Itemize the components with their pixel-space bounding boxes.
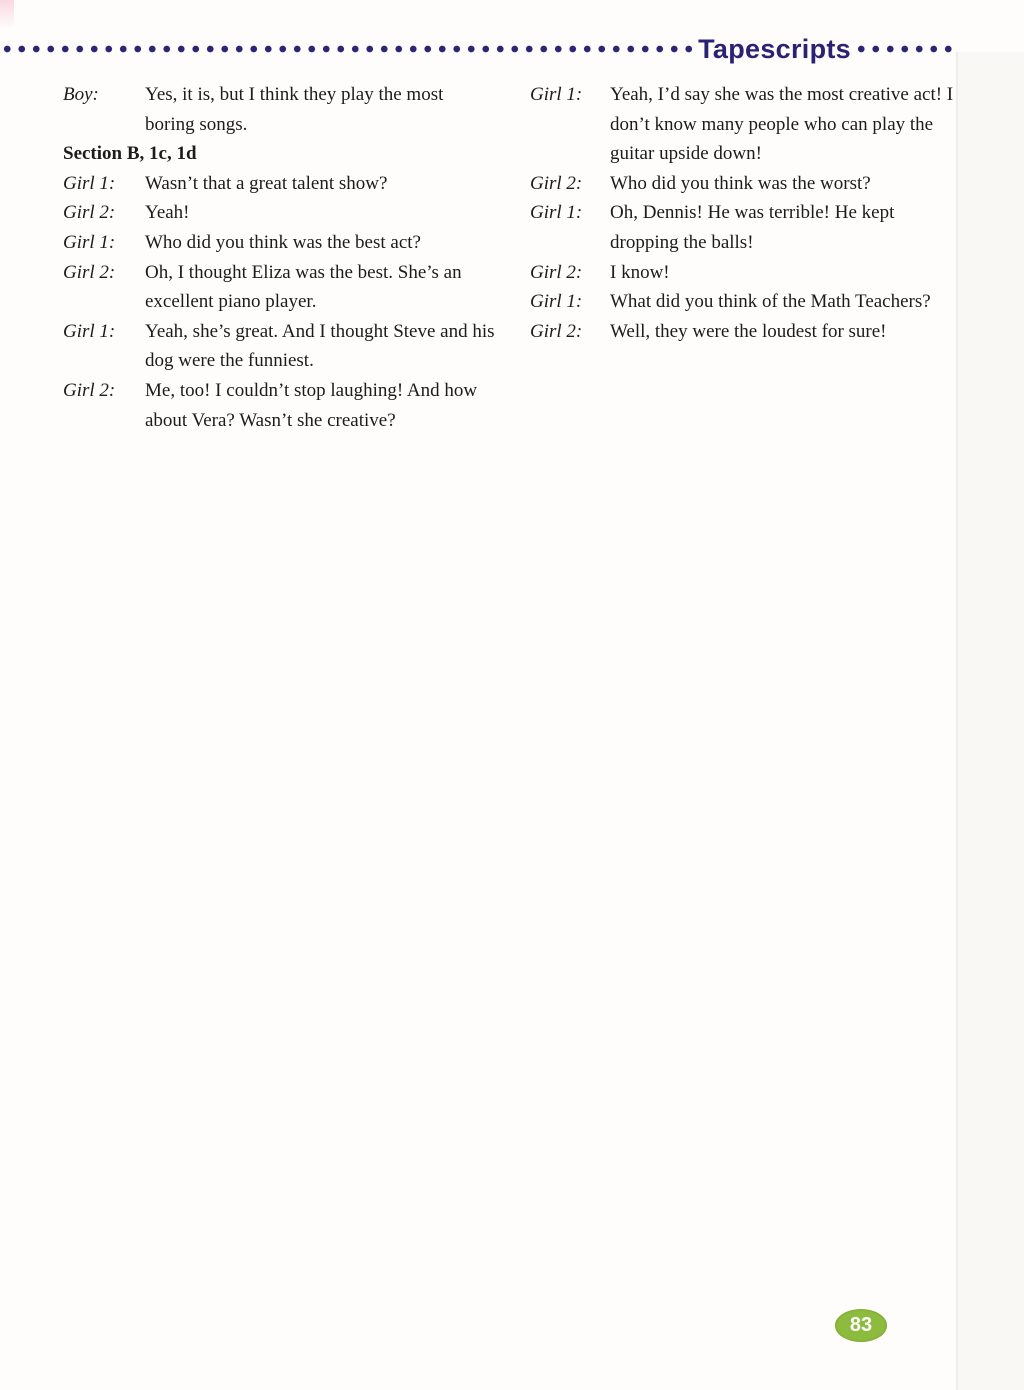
- dialogue-text: Yeah, she’s great. And I thought Steve and his dog were the funniest.: [145, 320, 495, 372]
- speaker-label: Boy:: [63, 84, 99, 105]
- page-header: [0, 34, 956, 64]
- dialogue-text: What did you think of the Math Teachers?: [610, 291, 931, 313]
- dialogue-line: [63, 317, 530, 376]
- dialogue-line: [63, 80, 530, 139]
- dialogue-text: Yeah!: [145, 202, 190, 224]
- page-number-badge: [835, 1309, 887, 1342]
- dialogue-text: Yeah, I’d say she was the most creative act! I don’t know many people who can play the guitar upside down!: [610, 84, 954, 165]
- speaker-label: Girl 1:: [530, 202, 583, 224]
- dialogue-text: Oh, Dennis! He was terrible! He kept dropping the balls!: [610, 202, 895, 253]
- dialogue-text: I know!: [610, 261, 670, 283]
- dialogue-line: [530, 169, 958, 199]
- speaker-label: Girl 2:: [63, 379, 116, 401]
- dialogue-text: Me, too! I couldn’t stop laughing! And how about Vera? Wasn’t she creative?: [145, 379, 478, 431]
- dialogue-line: [63, 198, 530, 228]
- dialogue-line: [63, 228, 530, 258]
- speaker-label: Girl 1:: [530, 84, 583, 105]
- dialogue-line: [530, 80, 958, 169]
- transcript-column-left: [63, 80, 530, 435]
- transcript-body: [63, 80, 963, 435]
- speaker-label: Girl 1:: [63, 320, 116, 342]
- speaker-label: Girl 2:: [63, 261, 116, 283]
- dialogue-text: Who did you think was the best act?: [145, 231, 421, 253]
- dotted-line-left: [0, 44, 695, 54]
- speaker-label: Girl 2:: [530, 172, 583, 194]
- speaker-label: Girl 2:: [530, 320, 583, 342]
- dialogue-line: [63, 258, 530, 317]
- scan-right-margin: [958, 52, 1024, 1390]
- speaker-label: Girl 1:: [530, 291, 583, 313]
- dialogue-line: [530, 258, 958, 288]
- dialogue-line: [530, 198, 958, 257]
- dialogue-text: Well, they were the loudest for sure!: [610, 320, 887, 342]
- scan-corner-artifact: [0, 0, 14, 28]
- page-title: Tapescripts: [698, 33, 851, 64]
- speaker-label: Girl 2:: [530, 261, 583, 283]
- page-number: 83: [849, 1314, 873, 1336]
- dialogue-text: Yes, it is, but I think they play the most boring songs.: [145, 84, 444, 135]
- transcript-column-right: [530, 80, 958, 435]
- dotted-line-right: [854, 44, 956, 54]
- dialogue-text: Who did you think was the worst?: [610, 172, 871, 194]
- section-heading: Section B, 1c, 1d: [63, 143, 197, 165]
- dialogue-text: Wasn’t that a great talent show?: [145, 172, 388, 194]
- dialogue-line: [530, 317, 958, 347]
- dialogue-line: [530, 287, 958, 317]
- speaker-label: Girl 2:: [63, 202, 116, 224]
- dialogue-line: [63, 376, 530, 435]
- speaker-label: Girl 1:: [63, 172, 116, 194]
- dialogue-text: Oh, I thought Eliza was the best. She’s an excellent piano player.: [145, 261, 462, 313]
- dialogue-line: [63, 169, 530, 199]
- speaker-label: Girl 1:: [63, 231, 116, 253]
